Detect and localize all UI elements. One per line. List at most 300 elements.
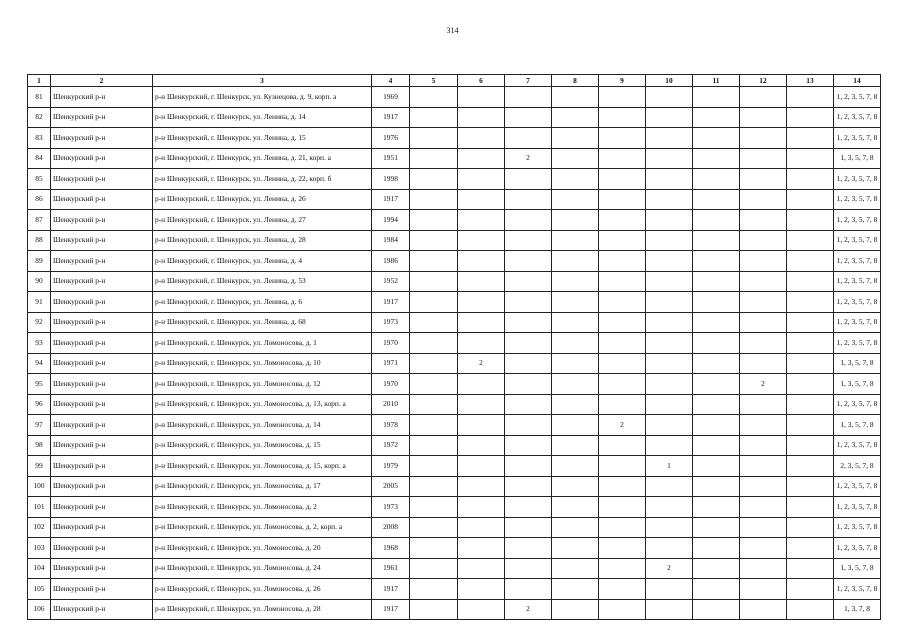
table-row: [28, 497, 881, 518]
mark-cell: [787, 538, 834, 559]
mark-cell: [505, 251, 552, 272]
mark-cell: [740, 353, 787, 374]
mark-cell: [787, 497, 834, 518]
mark-cell: [693, 230, 740, 251]
mark-cell: [410, 271, 458, 292]
mark-cell: [693, 599, 740, 620]
address-cell: р-н Шенкурский, г. Шенкурск, ул. Ломоносова, д. 10: [153, 353, 372, 374]
district-cell: Шенкурский р-н: [51, 271, 153, 292]
mark-cell: [410, 517, 458, 538]
mark-cell: [552, 517, 599, 538]
codes-cell: 1, 2, 3, 5, 7, 8: [834, 394, 881, 415]
mark-cell: [646, 394, 693, 415]
district-cell: Шенкурский р-н: [51, 394, 153, 415]
mark-cell: [410, 107, 458, 128]
mark-cell: [693, 292, 740, 313]
year-cell: 1969: [372, 87, 410, 108]
codes-cell: 1, 2, 3, 5, 7, 8: [834, 538, 881, 559]
row-number: 89: [28, 251, 51, 272]
mark-cell: [787, 353, 834, 374]
mark-cell: [505, 435, 552, 456]
mark-cell: [552, 189, 599, 210]
year-cell: 1978: [372, 415, 410, 436]
row-number: 99: [28, 456, 51, 477]
mark-cell: [740, 333, 787, 354]
codes-cell: 1, 2, 3, 5, 7, 8: [834, 579, 881, 600]
mark-cell: [505, 230, 552, 251]
table-row: [28, 312, 881, 333]
column-header: 6: [458, 75, 505, 87]
mark-cell: 2: [740, 374, 787, 395]
row-number: 98: [28, 435, 51, 456]
table-row: [28, 128, 881, 149]
mark-cell: [505, 189, 552, 210]
column-header: 8: [552, 75, 599, 87]
mark-cell: [410, 210, 458, 231]
year-cell: 1917: [372, 292, 410, 313]
address-cell: р-н Шенкурский, г. Шенкурск, ул. Ломоносова, д. 2, корп. а: [153, 517, 372, 538]
mark-cell: [410, 497, 458, 518]
table-row: [28, 599, 881, 620]
district-cell: Шенкурский р-н: [51, 538, 153, 559]
mark-cell: [646, 517, 693, 538]
mark-cell: [740, 415, 787, 436]
codes-cell: 2, 3, 5, 7, 8: [834, 456, 881, 477]
mark-cell: [458, 128, 505, 149]
codes-cell: 1, 2, 3, 5, 7, 8: [834, 230, 881, 251]
district-cell: Шенкурский р-н: [51, 251, 153, 272]
mark-cell: [410, 579, 458, 600]
mark-cell: [646, 415, 693, 436]
mark-cell: [410, 374, 458, 395]
mark-cell: [599, 169, 646, 190]
mark-cell: [787, 312, 834, 333]
mark-cell: [458, 87, 505, 108]
address-cell: р-н Шенкурский, г. Шенкурск, ул. Ленина, д. 4: [153, 251, 372, 272]
mark-cell: [410, 169, 458, 190]
mark-cell: [740, 312, 787, 333]
district-cell: Шенкурский р-н: [51, 415, 153, 436]
mark-cell: [505, 476, 552, 497]
mark-cell: [646, 476, 693, 497]
row-number: 86: [28, 189, 51, 210]
mark-cell: [458, 292, 505, 313]
mark-cell: [599, 251, 646, 272]
mark-cell: [693, 128, 740, 149]
mark-cell: [458, 517, 505, 538]
mark-cell: [599, 230, 646, 251]
district-cell: Шенкурский р-н: [51, 128, 153, 149]
mark-cell: [740, 271, 787, 292]
district-cell: Шенкурский р-н: [51, 312, 153, 333]
codes-cell: 1, 2, 3, 5, 7, 8: [834, 497, 881, 518]
year-cell: 1917: [372, 107, 410, 128]
mark-cell: [552, 353, 599, 374]
mark-cell: [787, 169, 834, 190]
mark-cell: [693, 87, 740, 108]
row-number: 100: [28, 476, 51, 497]
address-cell: р-н Шенкурский, г. Шенкурск, ул. Ломоносова, д. 2: [153, 497, 372, 518]
codes-cell: 1, 2, 3, 5, 7, 8: [834, 476, 881, 497]
mark-cell: [787, 456, 834, 477]
mark-cell: [599, 456, 646, 477]
mark-cell: [410, 394, 458, 415]
mark-cell: [410, 456, 458, 477]
year-cell: 1917: [372, 579, 410, 600]
mark-cell: [693, 579, 740, 600]
mark-cell: [410, 333, 458, 354]
district-cell: Шенкурский р-н: [51, 456, 153, 477]
codes-cell: 1, 2, 3, 5, 7, 8: [834, 210, 881, 231]
mark-cell: [458, 476, 505, 497]
mark-cell: [599, 517, 646, 538]
mark-cell: [646, 374, 693, 395]
address-cell: р-н Шенкурский, г. Шенкурск, ул. Ленина, д. 26: [153, 189, 372, 210]
mark-cell: [740, 579, 787, 600]
address-cell: р-н Шенкурский, г. Шенкурск, ул. Ломоносова, д. 15, корп. а: [153, 456, 372, 477]
column-header: 5: [410, 75, 458, 87]
mark-cell: [505, 353, 552, 374]
address-cell: р-н Шенкурский, г. Шенкурск, ул. Ломоносова, д. 26: [153, 579, 372, 600]
district-cell: Шенкурский р-н: [51, 579, 153, 600]
row-number: 97: [28, 415, 51, 436]
year-cell: 1998: [372, 169, 410, 190]
mark-cell: [787, 476, 834, 497]
mark-cell: [552, 497, 599, 518]
address-cell: р-н Шенкурский, г. Шенкурск, ул. Кузнецова, д. 9, корп. а: [153, 87, 372, 108]
row-number: 87: [28, 210, 51, 231]
mark-cell: [740, 476, 787, 497]
district-cell: Шенкурский р-н: [51, 230, 153, 251]
codes-cell: 1, 2, 3, 5, 7, 8: [834, 189, 881, 210]
row-number: 103: [28, 538, 51, 559]
table-row: [28, 169, 881, 190]
table-row: [28, 189, 881, 210]
mark-cell: [787, 333, 834, 354]
table-body: [28, 87, 881, 620]
header-row: [28, 75, 881, 87]
mark-cell: [505, 579, 552, 600]
table-row: [28, 538, 881, 559]
year-cell: 1970: [372, 374, 410, 395]
mark-cell: [646, 189, 693, 210]
mark-cell: [646, 435, 693, 456]
district-cell: Шенкурский р-н: [51, 148, 153, 169]
mark-cell: [410, 148, 458, 169]
column-header: 2: [51, 75, 153, 87]
mark-cell: [787, 579, 834, 600]
mark-cell: [599, 497, 646, 518]
year-cell: 1984: [372, 230, 410, 251]
address-cell: р-н Шенкурский, г. Шенкурск, ул. Ломоносова, д. 20: [153, 538, 372, 559]
mark-cell: [458, 599, 505, 620]
mark-cell: [646, 169, 693, 190]
mark-cell: [599, 292, 646, 313]
mark-cell: [693, 497, 740, 518]
table-row: [28, 579, 881, 600]
address-cell: р-н Шенкурский, г. Шенкурск, ул. Ломоносова, д. 15: [153, 435, 372, 456]
mark-cell: [740, 251, 787, 272]
mark-cell: [505, 517, 552, 538]
column-header: 10: [646, 75, 693, 87]
mark-cell: [693, 374, 740, 395]
mark-cell: [552, 456, 599, 477]
mark-cell: [693, 517, 740, 538]
column-header: 4: [372, 75, 410, 87]
mark-cell: [458, 538, 505, 559]
mark-cell: [740, 169, 787, 190]
year-cell: 1971: [372, 353, 410, 374]
mark-cell: [552, 87, 599, 108]
codes-cell: 1, 2, 3, 5, 7, 8: [834, 107, 881, 128]
column-header: 7: [505, 75, 552, 87]
mark-cell: [458, 210, 505, 231]
mark-cell: [552, 599, 599, 620]
row-number: 84: [28, 148, 51, 169]
address-cell: р-н Шенкурский, г. Шенкурск, ул. Ломоносова, д. 13, корп. а: [153, 394, 372, 415]
row-number: 81: [28, 87, 51, 108]
mark-cell: [599, 128, 646, 149]
mark-cell: [505, 128, 552, 149]
mark-cell: [693, 394, 740, 415]
mark-cell: [410, 415, 458, 436]
mark-cell: [787, 435, 834, 456]
district-cell: Шенкурский р-н: [51, 87, 153, 108]
mark-cell: [505, 456, 552, 477]
column-header: 14: [834, 75, 881, 87]
year-cell: 1986: [372, 251, 410, 272]
address-cell: р-н Шенкурский, г. Шенкурск, ул. Ленина, д. 68: [153, 312, 372, 333]
mark-cell: [505, 558, 552, 579]
mark-cell: [693, 169, 740, 190]
mark-cell: [787, 230, 834, 251]
mark-cell: [693, 148, 740, 169]
row-number: 105: [28, 579, 51, 600]
mark-cell: [787, 558, 834, 579]
codes-cell: 1, 3, 5, 7, 8: [834, 374, 881, 395]
mark-cell: [552, 292, 599, 313]
mark-cell: [410, 558, 458, 579]
mark-cell: [787, 210, 834, 231]
district-cell: Шенкурский р-н: [51, 374, 153, 395]
mark-cell: 2: [599, 415, 646, 436]
table-row: [28, 148, 881, 169]
mark-cell: [552, 476, 599, 497]
table-row: [28, 435, 881, 456]
mark-cell: [599, 394, 646, 415]
row-number: 82: [28, 107, 51, 128]
mark-cell: [646, 107, 693, 128]
mark-cell: [458, 271, 505, 292]
district-cell: Шенкурский р-н: [51, 558, 153, 579]
table-row: [28, 558, 881, 579]
mark-cell: [458, 230, 505, 251]
district-cell: Шенкурский р-н: [51, 497, 153, 518]
mark-cell: [646, 148, 693, 169]
codes-cell: 1, 2, 3, 5, 7, 8: [834, 435, 881, 456]
mark-cell: [458, 251, 505, 272]
mark-cell: [599, 538, 646, 559]
table-row: [28, 271, 881, 292]
mark-cell: [693, 353, 740, 374]
mark-cell: [599, 476, 646, 497]
row-number: 104: [28, 558, 51, 579]
mark-cell: [740, 292, 787, 313]
codes-cell: 1, 2, 3, 5, 7, 8: [834, 517, 881, 538]
mark-cell: [552, 538, 599, 559]
mark-cell: 1: [646, 456, 693, 477]
table-row: [28, 476, 881, 497]
mark-cell: [505, 271, 552, 292]
mark-cell: [599, 435, 646, 456]
codes-cell: 1, 2, 3, 5, 7, 8: [834, 87, 881, 108]
mark-cell: [599, 374, 646, 395]
mark-cell: [458, 415, 505, 436]
year-cell: 1979: [372, 456, 410, 477]
mark-cell: [740, 558, 787, 579]
mark-cell: [693, 456, 740, 477]
mark-cell: [458, 374, 505, 395]
mark-cell: [787, 107, 834, 128]
year-cell: 1970: [372, 333, 410, 354]
table-row: [28, 87, 881, 108]
column-header: 12: [740, 75, 787, 87]
mark-cell: [505, 292, 552, 313]
codes-cell: 1, 2, 3, 5, 7, 8: [834, 128, 881, 149]
codes-cell: 1, 2, 3, 5, 7, 8: [834, 251, 881, 272]
mark-cell: [693, 107, 740, 128]
year-cell: 1994: [372, 210, 410, 231]
table-row: [28, 353, 881, 374]
district-cell: Шенкурский р-н: [51, 353, 153, 374]
mark-cell: [552, 210, 599, 231]
mark-cell: [552, 333, 599, 354]
row-number: 95: [28, 374, 51, 395]
mark-cell: [787, 189, 834, 210]
column-header: 9: [599, 75, 646, 87]
district-cell: Шенкурский р-н: [51, 599, 153, 620]
mark-cell: [740, 394, 787, 415]
mark-cell: [740, 128, 787, 149]
mark-cell: [410, 128, 458, 149]
mark-cell: [740, 189, 787, 210]
address-cell: р-н Шенкурский, г. Шенкурск, ул. Ленина, д. 14: [153, 107, 372, 128]
mark-cell: [740, 517, 787, 538]
row-number: 92: [28, 312, 51, 333]
codes-cell: 1, 3, 5, 7, 8: [834, 558, 881, 579]
mark-cell: [693, 189, 740, 210]
mark-cell: [599, 579, 646, 600]
district-cell: Шенкурский р-н: [51, 210, 153, 231]
mark-cell: [410, 251, 458, 272]
mark-cell: [458, 333, 505, 354]
year-cell: 1972: [372, 435, 410, 456]
table-row: [28, 374, 881, 395]
row-number: 102: [28, 517, 51, 538]
mark-cell: [552, 435, 599, 456]
mark-cell: [787, 148, 834, 169]
mark-cell: [787, 517, 834, 538]
mark-cell: [693, 476, 740, 497]
mark-cell: [552, 271, 599, 292]
district-cell: Шенкурский р-н: [51, 292, 153, 313]
year-cell: 1973: [372, 497, 410, 518]
column-header: 11: [693, 75, 740, 87]
mark-cell: [693, 271, 740, 292]
mark-cell: [693, 538, 740, 559]
mark-cell: [646, 87, 693, 108]
mark-cell: [787, 599, 834, 620]
mark-cell: [458, 579, 505, 600]
row-number: 88: [28, 230, 51, 251]
mark-cell: [458, 497, 505, 518]
table-row: [28, 230, 881, 251]
mark-cell: [505, 415, 552, 436]
row-number: 96: [28, 394, 51, 415]
mark-cell: [646, 292, 693, 313]
mark-cell: [552, 312, 599, 333]
mark-cell: [410, 599, 458, 620]
mark-cell: [740, 599, 787, 620]
mark-cell: [552, 251, 599, 272]
year-cell: 1952: [372, 271, 410, 292]
mark-cell: [410, 476, 458, 497]
mark-cell: [740, 148, 787, 169]
mark-cell: [646, 251, 693, 272]
mark-cell: [787, 415, 834, 436]
mark-cell: [599, 210, 646, 231]
table-row: [28, 456, 881, 477]
mark-cell: [410, 292, 458, 313]
mark-cell: 2: [646, 558, 693, 579]
mark-cell: [787, 87, 834, 108]
mark-cell: [599, 189, 646, 210]
address-cell: р-н Шенкурский, г. Шенкурск, ул. Ломоносова, д. 28: [153, 599, 372, 620]
mark-cell: [410, 538, 458, 559]
mark-cell: [787, 394, 834, 415]
table-row: [28, 107, 881, 128]
mark-cell: [740, 107, 787, 128]
mark-cell: [552, 169, 599, 190]
mark-cell: [599, 107, 646, 128]
mark-cell: [458, 435, 505, 456]
mark-cell: [599, 271, 646, 292]
year-cell: 1976: [372, 128, 410, 149]
mark-cell: [646, 353, 693, 374]
mark-cell: [410, 353, 458, 374]
mark-cell: [693, 251, 740, 272]
mark-cell: [505, 312, 552, 333]
mark-cell: [740, 456, 787, 477]
mark-cell: [693, 435, 740, 456]
mark-cell: [552, 230, 599, 251]
codes-cell: 1, 3, 5, 7, 8: [834, 148, 881, 169]
mark-cell: [646, 497, 693, 518]
address-cell: р-н Шенкурский, г. Шенкурск, ул. Ленина, д. 28: [153, 230, 372, 251]
mark-cell: [552, 128, 599, 149]
mark-cell: [410, 189, 458, 210]
mark-cell: 2: [505, 599, 552, 620]
mark-cell: [646, 312, 693, 333]
codes-cell: 1, 2, 3, 5, 7, 8: [834, 312, 881, 333]
mark-cell: [740, 87, 787, 108]
mark-cell: 2: [458, 353, 505, 374]
mark-cell: [693, 312, 740, 333]
table-row: [28, 394, 881, 415]
mark-cell: 2: [505, 148, 552, 169]
codes-cell: 1, 3, 5, 7, 8: [834, 415, 881, 436]
mark-cell: [552, 107, 599, 128]
